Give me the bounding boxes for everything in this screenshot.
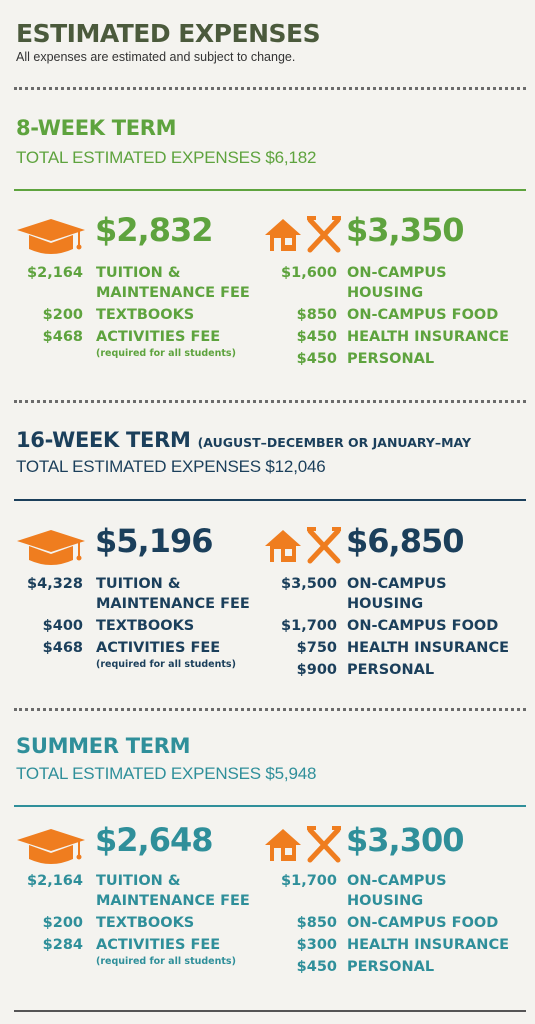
housing-label-line2: HOUSING	[347, 893, 424, 909]
tuition-total: $2,648	[95, 821, 213, 859]
insurance-amount: $450	[296, 329, 337, 345]
section-divider	[14, 189, 526, 191]
fork-knife-icon	[304, 216, 344, 254]
personal-amount: $450	[296, 959, 337, 975]
graduation-cap-icon	[15, 828, 87, 866]
page-subtitle: All expenses are estimated and subject to change.	[16, 50, 296, 64]
bottom-divider	[14, 1010, 526, 1012]
page-header	[16, 20, 320, 64]
tuition-label: TUITION &	[96, 265, 181, 281]
term-title-8-week	[16, 116, 176, 140]
food-amount: $1,700	[281, 618, 337, 634]
living-total: $3,350	[346, 211, 464, 249]
section-divider	[14, 499, 526, 501]
personal-amount: $900	[296, 662, 337, 678]
term-total-16-week: TOTAL ESTIMATED EXPENSES $12,046	[16, 457, 326, 476]
personal-label: PERSONAL	[347, 351, 435, 367]
term-title-text: SUMMER TERM	[16, 734, 191, 758]
housing-amount: $3,500	[281, 576, 337, 592]
graduation-cap-icon	[15, 529, 87, 567]
tuition-label: TUITION &	[96, 576, 181, 592]
fork-knife-icon	[304, 527, 344, 565]
food-label: ON-CAMPUS FOOD	[347, 307, 499, 323]
textbooks-label: TEXTBOOKS	[96, 618, 195, 634]
tuition-amount: $4,328	[27, 576, 83, 592]
tuition-label-line2: MAINTENANCE FEE	[96, 893, 250, 909]
term-title-16-week	[16, 428, 471, 452]
home-icon	[264, 529, 302, 563]
activities-label: ACTIVITIES FEE	[96, 329, 221, 345]
tuition-total: $2,832	[95, 211, 213, 249]
housing-amount: $1,600	[281, 265, 337, 281]
housing-label: ON-CAMPUS	[347, 873, 447, 889]
activities-amount: $468	[42, 640, 83, 656]
tuition-amount: $2,164	[27, 265, 83, 281]
term-dates: (AUGUST–DECEMBER OR JANUARY–MAY	[197, 435, 472, 450]
food-label: ON-CAMPUS FOOD	[347, 618, 499, 634]
graduation-cap-icon	[15, 218, 87, 256]
textbooks-amount: $200	[42, 307, 83, 323]
insurance-label: HEALTH INSURANCE	[347, 329, 509, 345]
housing-label: ON-CAMPUS	[347, 265, 447, 281]
home-icon	[264, 218, 302, 252]
home-icon	[264, 828, 302, 862]
living-total: $6,850	[346, 522, 464, 560]
expense-block-16-week	[0, 523, 535, 703]
insurance-amount: $300	[296, 937, 337, 953]
term-title-text: 16-WEEK TERM	[16, 428, 191, 452]
term-title-summer	[16, 734, 190, 758]
activities-label: ACTIVITIES FEE	[96, 937, 221, 953]
activities-note: (required for all students)	[96, 659, 236, 670]
tuition-label: TUITION &	[96, 873, 181, 889]
expense-block-summer	[0, 822, 535, 1002]
dotted-divider	[14, 87, 526, 90]
housing-label-line2: HOUSING	[347, 596, 424, 612]
tuition-label-line2: MAINTENANCE FEE	[96, 285, 250, 301]
food-amount: $850	[296, 915, 337, 931]
expense-block-8-week	[0, 212, 535, 392]
section-divider	[14, 805, 526, 807]
textbooks-label: TEXTBOOKS	[96, 307, 195, 323]
insurance-amount: $750	[296, 640, 337, 656]
housing-amount: $1,700	[281, 873, 337, 889]
textbooks-amount: $400	[42, 618, 83, 634]
food-amount: $850	[296, 307, 337, 323]
activities-amount: $468	[42, 329, 83, 345]
personal-amount: $450	[296, 351, 337, 367]
tuition-amount: $2,164	[27, 873, 83, 889]
term-total-8-week: TOTAL ESTIMATED EXPENSES $6,182	[16, 148, 317, 167]
housing-label: ON-CAMPUS	[347, 576, 447, 592]
tuition-total: $5,196	[95, 522, 213, 560]
personal-label: PERSONAL	[347, 662, 435, 678]
textbooks-amount: $200	[42, 915, 83, 931]
activities-label: ACTIVITIES FEE	[96, 640, 221, 656]
tuition-label-line2: MAINTENANCE FEE	[96, 596, 250, 612]
housing-label-line2: HOUSING	[347, 285, 424, 301]
insurance-label: HEALTH INSURANCE	[347, 937, 509, 953]
dotted-divider	[14, 400, 526, 403]
activities-note: (required for all students)	[96, 348, 236, 359]
living-total: $3,300	[346, 821, 464, 859]
fork-knife-icon	[304, 826, 344, 864]
term-total-summer: TOTAL ESTIMATED EXPENSES $5,948	[16, 764, 317, 783]
food-label: ON-CAMPUS FOOD	[347, 915, 499, 931]
activities-amount: $284	[42, 937, 83, 953]
term-title-text: 8-WEEK TERM	[16, 116, 177, 140]
personal-label: PERSONAL	[347, 959, 435, 975]
page-title: ESTIMATED EXPENSES	[16, 19, 321, 48]
activities-note: (required for all students)	[96, 956, 236, 967]
insurance-label: HEALTH INSURANCE	[347, 640, 509, 656]
dotted-divider	[14, 708, 526, 711]
textbooks-label: TEXTBOOKS	[96, 915, 195, 931]
